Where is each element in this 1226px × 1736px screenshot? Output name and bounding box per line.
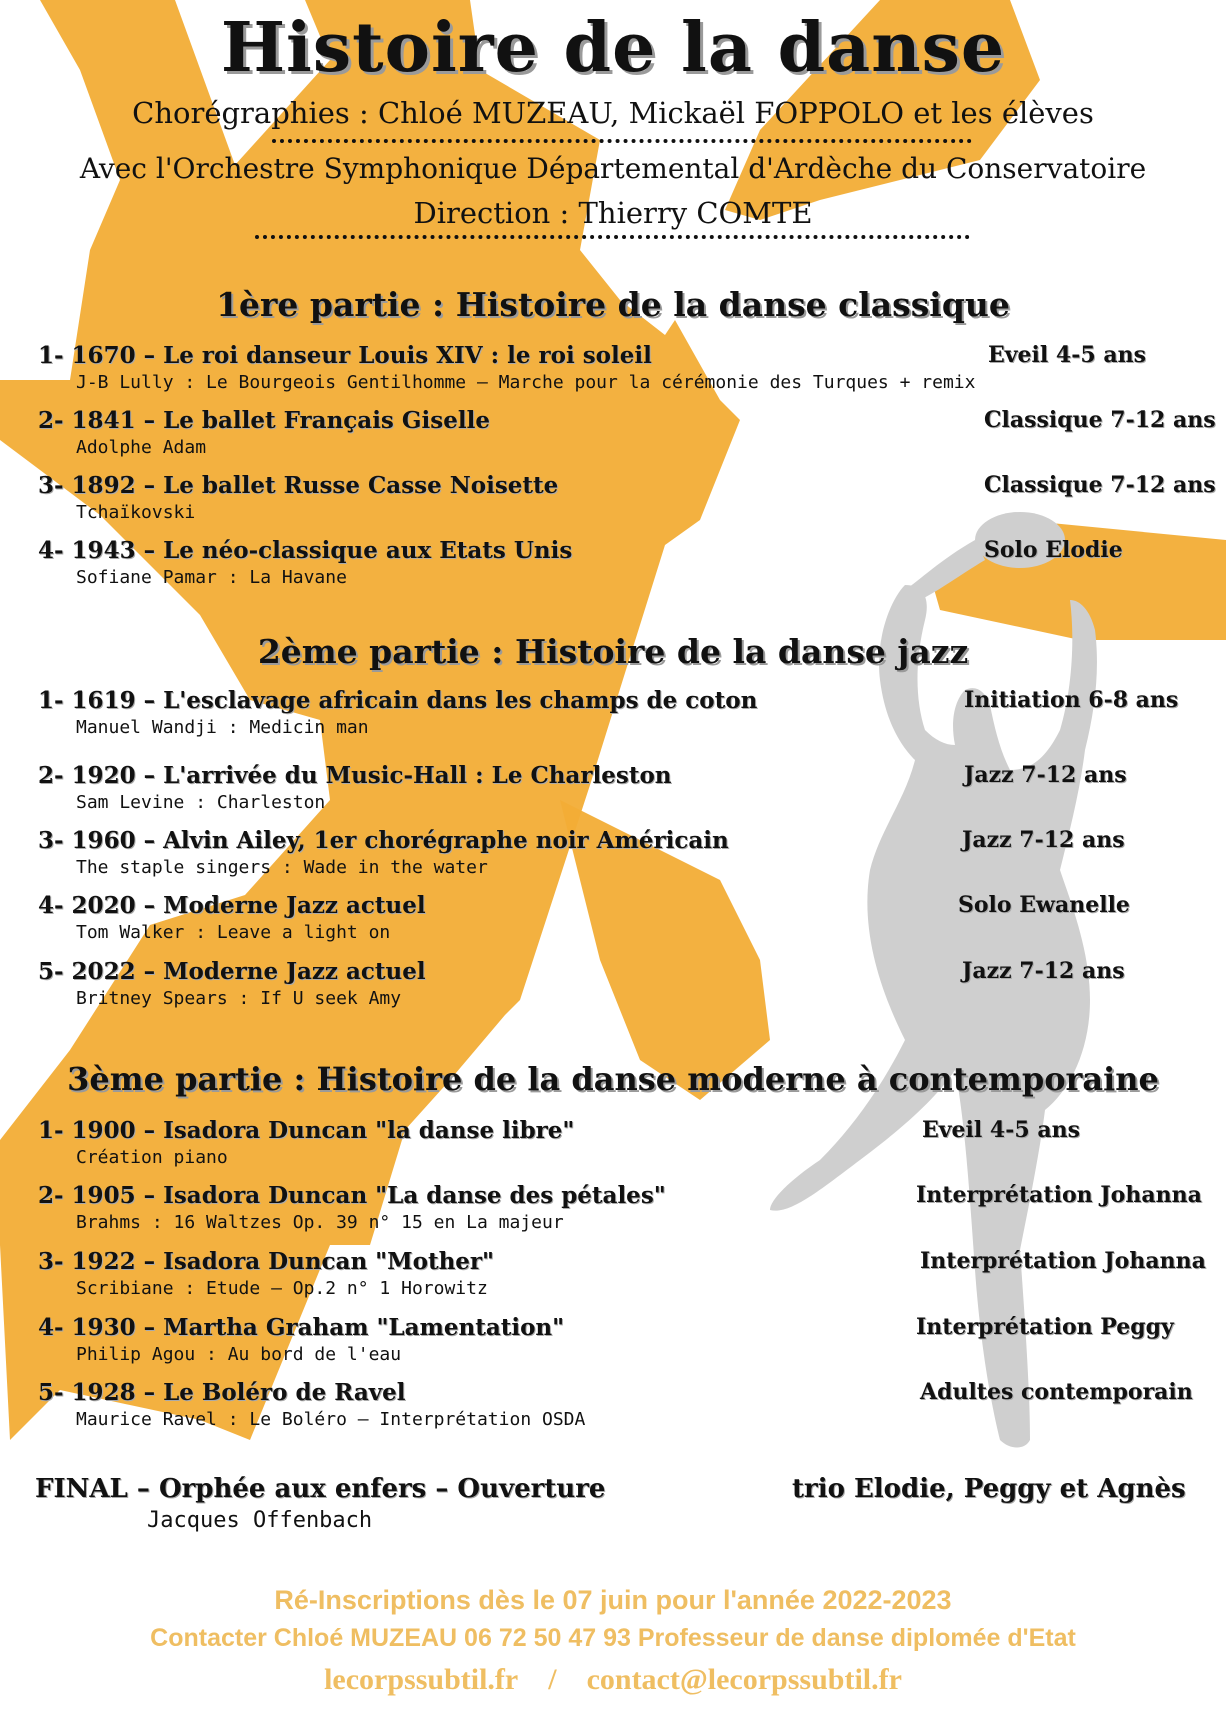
item-music: Tom Walker : Leave a light on xyxy=(76,922,391,943)
item-title: 3- 1892 – Le ballet Russe Casse Noisette xyxy=(38,472,559,499)
item-title: 2- 1905 – Isadora Duncan "La danse des pétales" xyxy=(38,1182,666,1209)
contact-line: Contacter Chloé MUZEAU 06 72 50 47 93 Professeur de danse diplomée d'Etat xyxy=(150,1624,1076,1652)
item-music: Scribiane : Etude – Op.2 n° 1 Horowitz xyxy=(76,1278,488,1299)
item-title: 5- 2022 – Moderne Jazz actuel xyxy=(38,958,426,985)
item-title: 4- 1943 – Le néo-classique aux Etats Unis xyxy=(38,537,573,564)
item-title: 4- 1930 – Martha Graham "Lamentation" xyxy=(38,1314,565,1341)
part-2-item-5 xyxy=(38,958,1218,1018)
item-title: 3- 1960 – Alvin Ailey, 1er chorégraphe noir Américain xyxy=(38,827,729,854)
poster-title: Histoire de la danse xyxy=(220,8,1006,88)
item-music: Tchaïkovski xyxy=(76,502,196,523)
part-2-title: 2ème partie : Histoire de la danse jazz xyxy=(257,632,969,671)
item-music: Sofiane Pamar : La Havane xyxy=(76,567,347,588)
item-title: 1- 1619 – L'esclavage africain dans les champs de coton xyxy=(38,687,758,714)
choreographies-line: Chorégraphies : Chloé MUZEAU, Mickaël FOPPOLO et les élèves xyxy=(132,96,1094,130)
item-music: Sam Levine : Charleston xyxy=(76,792,326,813)
item-music: Manuel Wandji : Medicin man xyxy=(76,717,369,738)
reinscriptions-line: Ré-Inscriptions dès le 07 juin pour l'année 2022-2023 xyxy=(274,1585,952,1615)
final-composer: Jacques Offenbach xyxy=(147,1508,373,1533)
orchestra-line: Avec l'Orchestre Symphonique Départemental d'Ardèche du Conservatoire xyxy=(79,152,1147,185)
item-group: Eveil 4-5 ans xyxy=(988,342,1146,368)
item-music: Maurice Ravel : Le Boléro – Interprétation OSDA xyxy=(76,1409,586,1430)
item-group: Initiation 6-8 ans xyxy=(964,687,1179,713)
item-music: Brahms : 16 Waltzes Op. 39 n° 15 en La majeur xyxy=(76,1212,564,1233)
website-link[interactable]: lecorpssubtil.fr xyxy=(324,1663,519,1696)
item-group: Eveil 4-5 ans xyxy=(922,1117,1080,1143)
part-1-title: 1ère partie : Histoire de la danse classique xyxy=(216,285,1010,324)
part-1-item-4 xyxy=(38,537,1218,597)
item-title: 2- 1920 – L'arrivée du Music-Hall : Le Charleston xyxy=(38,762,672,789)
part-3-item-2 xyxy=(38,1182,1218,1242)
part-3-item-3 xyxy=(38,1248,1218,1308)
item-title: 3- 1922 – Isadora Duncan "Mother" xyxy=(38,1248,495,1275)
part-3-item-4 xyxy=(38,1314,1218,1374)
item-music: Britney Spears : If U seek Amy xyxy=(76,988,402,1009)
final-performers: trio Elodie, Peggy et Agnès xyxy=(792,1474,1186,1504)
item-group: Interprétation Peggy xyxy=(916,1314,1174,1340)
footer-links xyxy=(0,1663,1226,1697)
part-3-item-5 xyxy=(38,1379,1218,1439)
link-separator: / xyxy=(548,1663,557,1696)
final-title: FINAL – Orphée aux enfers – Ouverture xyxy=(35,1474,606,1504)
item-music: Philip Agou : Au bord de l'eau xyxy=(76,1344,402,1365)
part-2-item-1 xyxy=(38,687,1218,747)
part-1-item-3 xyxy=(38,472,1218,532)
item-music: Création piano xyxy=(76,1147,228,1168)
item-group: Jazz 7-12 ans xyxy=(964,762,1127,788)
item-group: Classique 7-12 ans xyxy=(984,472,1216,498)
item-title: 5- 1928 – Le Boléro de Ravel xyxy=(38,1379,406,1406)
item-group: Adultes contemporain xyxy=(920,1379,1193,1405)
item-title: 2- 1841 – Le ballet Français Giselle xyxy=(38,407,490,434)
item-title: 1- 1900 – Isadora Duncan "la danse libre" xyxy=(38,1117,575,1144)
item-music: The staple singers : Wade in the water xyxy=(76,857,488,878)
item-group: Jazz 7-12 ans xyxy=(962,958,1125,984)
item-music: J-B Lully : Le Bourgeois Gentilhomme – Marche pour la cérémonie des Turques + remix xyxy=(76,372,976,393)
part-1-item-2 xyxy=(38,407,1218,467)
part-2-item-4 xyxy=(38,892,1218,952)
dotted-divider-1 xyxy=(272,139,972,143)
item-group: Interprétation Johanna xyxy=(920,1248,1206,1274)
item-group: Solo Elodie xyxy=(984,537,1123,563)
part-1-item-1 xyxy=(38,342,1218,402)
part-3-item-1 xyxy=(38,1117,1218,1177)
dotted-divider-2 xyxy=(255,235,970,239)
item-title: 1- 1670 – Le roi danseur Louis XIV : le roi soleil xyxy=(38,342,652,369)
item-music: Adolphe Adam xyxy=(76,437,207,458)
part-2-item-2 xyxy=(38,762,1218,822)
item-title: 4- 2020 – Moderne Jazz actuel xyxy=(38,892,426,919)
item-group: Interprétation Johanna xyxy=(916,1182,1202,1208)
part-2-item-3 xyxy=(38,827,1218,887)
part-3-title: 3ème partie : Histoire de la danse moderne à contemporaine xyxy=(67,1060,1159,1098)
item-group: Solo Ewanelle xyxy=(958,892,1130,918)
email-link[interactable]: contact@lecorpssubtil.fr xyxy=(586,1663,902,1696)
item-group: Jazz 7-12 ans xyxy=(962,827,1125,853)
item-group: Classique 7-12 ans xyxy=(984,407,1216,433)
direction-line: Direction : Thierry COMTE xyxy=(413,196,813,230)
